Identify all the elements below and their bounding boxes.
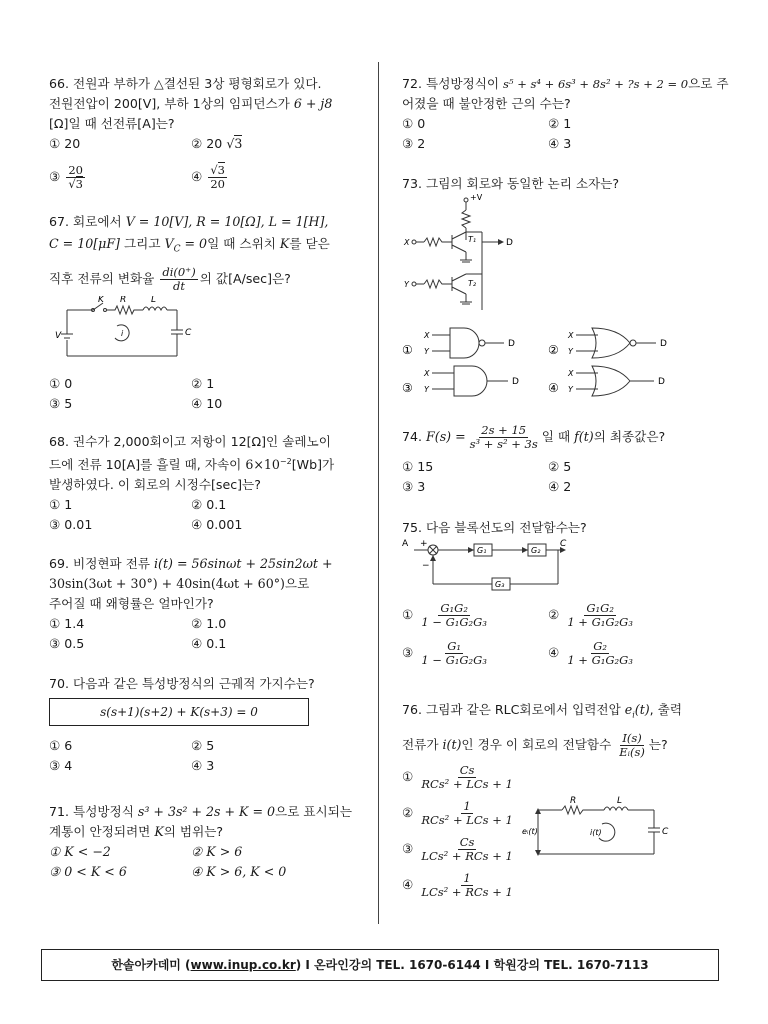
q67-values: V = 10[V], R = 10[Ω], L = 1[H], [125,214,329,229]
q66-o4-fraction [208,164,227,191]
label-g1: G₁ [477,546,487,555]
q67-text3: 일 때 스위치 [207,236,280,251]
q66-impedance: 6 + j8 [293,96,333,111]
fraction-numerator: G₁G₂ [586,601,614,615]
label-x: X [404,238,410,247]
q76-options [402,764,532,908]
q67-options-row2 [49,394,367,414]
label-plus-v: +V [470,193,483,202]
q70-option-1[interactable]: ① 6 [49,738,73,753]
option-mark: ① [402,769,414,784]
q70-equation-box: s(s+1)(s+2) + K(s+3) = 0 [49,698,309,726]
q74-line1 [402,424,724,451]
q66-options-row2 [49,154,367,194]
option-mark: ② [548,343,559,357]
option-mark: ③ [402,841,414,856]
fraction-numerator: Cs [459,763,475,777]
fraction-numerator: 1 [463,871,471,885]
q71-options-row1 [49,842,367,862]
question-69 [49,554,367,654]
q66-text: 전원전압이 200[V], 부하 1상의 임피던스가 [49,96,294,111]
footer-contact-info: ) I 온라인강의 TEL. 1670-6144 I 학원강의 TEL. 1670-7113 [295,958,649,972]
label-ei: eᵢ(t) [522,827,538,836]
q75-options [402,602,724,678]
q75-options-row2 [402,640,724,678]
footer-academy-name: 한솔아카데미 ( [111,958,191,972]
label-plus: + [420,539,428,549]
q69-option-2[interactable]: ② 1.0 [191,616,227,631]
q74-options-row1 [402,457,724,477]
q71-options-row2 [49,862,367,882]
q72-options-row1 [402,114,724,134]
q66-line1: 66. 전원과 부하가 △결선된 3상 평형회로가 있다. [49,76,322,91]
q69-current: i(t) = 56sinωt + 25sin2ωt + [154,556,333,571]
label-minus: − [422,561,430,571]
q67-text6: 의 값[A/sec]은? [199,270,291,286]
q69-line3: 주어질 때 왜형률은 얼마인가? [49,596,214,611]
q74-ft: f(t) [574,429,594,444]
q67-line2 [49,234,367,260]
q71-text2: 으로 표시되는 [275,804,353,819]
fraction-numerator: Cs [459,835,475,849]
q69-text2: 으로 [284,576,310,591]
label-c: C [185,328,192,338]
output-d: D [658,377,665,387]
footer-banner [41,949,719,981]
q73-transistor-circuit-diagram [402,192,522,310]
option-mark: ③ [402,381,413,395]
q67-derivative [160,266,197,293]
option-mark: ① [402,607,414,622]
q70-option-3[interactable]: ③ 4 [49,758,73,773]
q74-text: 일 때 [541,429,575,444]
input-y: Y [424,385,429,394]
q76-option-row-4 [402,872,532,908]
option-mark: ④ [402,877,414,892]
question-74 [402,424,724,497]
q69-option-4[interactable]: ④ 0.1 [191,636,227,651]
q72-option-4[interactable]: ④ 3 [548,136,572,151]
fraction-denominator: LCs² + RCs + 1 [421,885,513,899]
fraction-denominator: dt [173,278,186,293]
q74-number: 74. [402,429,427,444]
label-r: R [120,296,127,305]
q67-options [49,374,367,414]
q67-text: 67. 회로에서 [49,214,126,229]
q66-o3-mark: ③ [49,169,61,184]
fraction-denominator: s³ + s² + 3s [469,437,538,451]
q76-ei-sub: i [632,710,635,720]
q67-option-4[interactable]: ④ 10 [191,396,223,411]
question-72 [402,74,729,154]
q69-line2 [49,574,367,594]
q76-option-1[interactable] [402,764,517,791]
q67-rlc-circuit-diagram [55,296,195,362]
q76-option-row-3 [402,836,532,872]
q74-text2: 의 최종값은? [593,429,666,444]
label-g2: G₂ [531,546,541,555]
q71-equation: s³ + 3s² + 2s + K = 0 [137,804,276,819]
input-y: Y [568,385,573,394]
q74-option-4[interactable]: ④ 2 [548,479,572,494]
q70-option-2[interactable]: ② 5 [191,738,215,753]
q69-options-row2 [49,634,367,654]
fraction-numerator: G₂ [593,639,608,653]
q75-option-3[interactable] [402,640,491,667]
label-y: Y [404,280,409,289]
q71-k: K [154,824,164,839]
q67-option-2[interactable]: ② 1 [191,376,215,391]
q68-option-3[interactable]: ③ 0.01 [49,517,93,533]
fraction-denominator: 1 + G₁G₂G₃ [567,653,633,667]
sqrt-symbol: √ [222,136,235,151]
q68-options-row1 [49,495,367,515]
q67-k: K [279,236,290,251]
q72-text: 72. 특성방정식이 [402,76,504,91]
q76-rlc-circuit-diagram [522,796,674,862]
q68-line3: 발생하였다. 이 회로의 시정수[sec]는? [49,477,261,493]
q76-option-4[interactable] [402,872,517,899]
output-d: D [508,339,515,349]
q69-option-3[interactable]: ③ 0.5 [49,636,85,651]
q72-line1 [402,74,729,94]
q70-option-4[interactable]: ④ 3 [191,758,215,773]
q75-line1: 75. 다음 블록선도의 전달함수는? [402,520,587,535]
q76-it: i(t) [442,736,462,752]
q70-options-row1 [49,736,367,756]
option-mark: ④ [548,645,560,660]
q75-option-4[interactable] [548,640,637,667]
input-y: Y [424,347,429,356]
option-fraction [419,836,515,863]
question-66 [49,74,367,194]
fraction-numerator: 2s + 15 [481,423,527,437]
output-d: D [660,339,667,349]
question-75 [402,518,724,538]
q73-option-4[interactable] [548,366,665,396]
fraction-numerator: 1 [463,799,471,813]
input-y: Y [568,347,573,356]
input-x: X [568,369,574,378]
fraction-denominator: 1 − G₁G₂G₃ [421,653,487,667]
q67-text5: 직후 전류의 변화율 [49,270,159,286]
q72-equation: s⁵ + s⁴ + 6s³ + 8s² + ?s + 2 = 0 [503,77,689,91]
label-d: D [506,238,513,248]
q72-options-row2 [402,134,724,154]
q71-option-1[interactable]: ① K < −2 [49,844,111,859]
label-t1: T₁ [468,235,477,244]
question-67 [49,212,367,293]
q68-option-1[interactable]: ① 1 [49,497,73,513]
fraction-numerator: G₁G₂ [440,601,468,615]
label-a: A [402,539,409,549]
q67-vc-value: = 0 [180,236,208,251]
q74-option-1[interactable]: ① 15 [402,459,434,474]
fraction-denominator: RCs² + LCs + 1 [421,777,513,791]
question-70 [49,674,367,776]
q68-text: 드에 전류 10[A]를 흘릴 때, 자속이 [49,457,246,473]
q76-ei-t: (t) [634,702,650,717]
q76-text2: , 출력 [649,702,683,717]
fraction-denominator: LCs² + RCs + 1 [421,849,513,863]
label-i: i [121,329,124,338]
q69-text: 69. 비정현파 전류 [49,556,155,571]
fraction-numerator: G₁ [447,639,462,653]
q76-text3: 전류가 [402,736,443,752]
q71-line1 [49,802,367,822]
q73-option-1[interactable] [402,328,515,358]
q68-line2 [49,452,367,475]
label-l: L [151,296,157,305]
option-mark: ② [402,805,414,820]
q71-text: 71. 특성방정식 [49,804,138,819]
q71-option-3[interactable]: ③ 0 < K < 6 [49,864,127,879]
option-fraction [565,602,635,629]
label-l: L [617,796,623,806]
q75-option-2[interactable] [548,602,637,629]
option-mark: ④ [548,381,559,395]
option-fraction [419,764,515,791]
q72-line2: 어졌을 때 불안정한 근의 수는? [402,96,571,111]
fraction-denominator: RCs² + LCs + 1 [421,813,513,827]
fraction-numerator: di(0⁺) [162,264,196,279]
question-73 [402,174,724,194]
q67-line1 [49,212,367,232]
q76-text4: 인 경우 이 회로의 전달함수 [461,736,616,752]
q67-text2: 그리고 [119,236,165,251]
label-t2: T₂ [468,279,477,288]
label-it: i(t) [590,828,602,837]
q76-text: 76. 그림과 같은 RLC회로에서 입력전압 [402,702,625,717]
q69-current2: 30sin(3ωt + 30°) + 40sin(4ωt + 60°) [49,576,285,591]
q72-text2: 으로 주 [688,76,729,91]
q66-option-2[interactable] [191,134,242,154]
q67-text4: 를 닫은 [289,236,330,251]
q76-line1 [402,700,724,726]
fraction-denominator: 1 − G₁G₂G₃ [421,615,487,629]
fraction-denominator: Eᵢ(s) [619,744,645,759]
option-fraction [565,640,635,667]
q66-o2-radicand: 3 [234,136,243,151]
q66-o2-label: ② 20 [191,136,223,151]
q66-line3: [Ω]일 때 선전류[A]는? [49,116,175,131]
q67-options-row1 [49,374,367,394]
option-mark: ① [402,343,413,357]
q70-options-row2 [49,756,367,776]
q66-option-4[interactable] [191,164,229,191]
input-x: X [424,369,430,378]
q76-option-row-2 [402,800,532,836]
question-76 [402,700,724,759]
q73-gate-options [402,324,722,398]
option-mark: ② [548,607,560,622]
q67-option-1[interactable]: ① 0 [49,376,73,391]
q74-options-row2 [402,477,724,497]
fraction-numerator: 20 [68,163,83,177]
q68-line1: 68. 권수가 2,000회이고 저항이 12[Ω]인 솔레노이 [49,434,331,449]
q67-vc-sub: C [173,244,181,255]
q67-option-3[interactable]: ③ 5 [49,396,73,411]
footer-website-link[interactable]: www.inup.co.kr [190,958,296,972]
q68-unit: [Wb]가 [291,457,335,473]
label-c: C [560,539,567,549]
label-k: K [98,296,104,305]
fraction-denominator: √3 [68,177,83,191]
question-71 [49,802,367,882]
q66-option-3[interactable] [49,164,87,191]
q75-options-row1 [402,602,724,640]
q66-options-row1 [49,134,367,154]
q76-text5: 는? [648,736,668,752]
fraction-denominator: 1 + G₁G₂G₃ [567,615,633,629]
output-d: D [512,377,519,387]
q72-option-1[interactable]: ① 0 [402,116,426,131]
label-v: V [55,331,62,341]
q72-option-3[interactable]: ③ 2 [402,136,426,151]
q75-block-diagram [402,536,578,600]
q66-line2 [49,94,367,114]
q73-option-2[interactable] [548,328,667,358]
input-x: X [424,331,430,340]
q71-option-2[interactable]: ② K > 6 [191,844,243,859]
q71-line2 [49,822,367,842]
q68-option-2[interactable]: ② 0.1 [191,497,227,513]
q66-option-1[interactable]: ① 20 [49,136,81,151]
q74-fraction [468,424,540,451]
label-c: C [662,827,669,837]
q67-cap: C = 10[μF] [49,236,120,251]
label-g3: G₃ [495,580,505,589]
q76-line2 [402,732,724,759]
q71-text4: 의 범위는? [163,824,224,839]
q74-option-3[interactable]: ③ 3 [402,479,426,494]
column-divider [378,62,379,924]
q68-flux: 6×10 [245,457,280,473]
option-fraction [419,872,515,899]
q69-option-1[interactable]: ① 1.4 [49,616,85,631]
q74-option-2[interactable]: ② 5 [548,459,572,474]
option-mark: ③ [402,645,414,660]
q66-o3-fraction [66,164,85,191]
fraction-numerator: I(s) [622,730,642,745]
q76-ei: e [624,702,633,717]
q68-options-row2 [49,515,367,535]
q66-o4-mark: ④ [191,169,203,184]
q74-fs: F(s) = [426,429,466,444]
q76-transfer-fraction [617,732,647,759]
option-fraction [419,602,489,629]
q69-options-row1 [49,614,367,634]
option-fraction [419,800,515,827]
q73-line1: 73. 그림의 회로와 동일한 논리 소자는? [402,176,620,191]
q71-text3: 계통이 안정되려면 [49,824,155,839]
option-fraction [419,640,489,667]
q76-option-row-1 [402,764,532,800]
q75-option-1[interactable] [402,602,491,629]
q72-option-2[interactable]: ② 1 [548,116,572,131]
q73-option-3[interactable] [402,366,519,396]
q70-line1: 70. 다음과 같은 특성방정식의 근궤적 가지수는? [49,676,315,691]
label-r: R [570,796,577,806]
radicand: 3 [217,163,225,177]
radicand: 3 [75,177,83,191]
q71-option-4[interactable]: ④ K > 6, K < 0 [191,864,287,879]
q68-option-4[interactable]: ④ 0.001 [191,517,243,533]
q67-vc: V [164,236,174,251]
q68-exponent: −2 [279,457,292,466]
question-68 [49,432,367,535]
q76-option-2[interactable] [402,800,517,827]
input-x: X [568,331,574,340]
q69-line1 [49,554,367,574]
q67-line3 [49,266,367,293]
q76-option-3[interactable] [402,836,517,863]
fraction-numerator: √3 [210,163,225,177]
fraction-denominator: 20 [210,177,225,191]
